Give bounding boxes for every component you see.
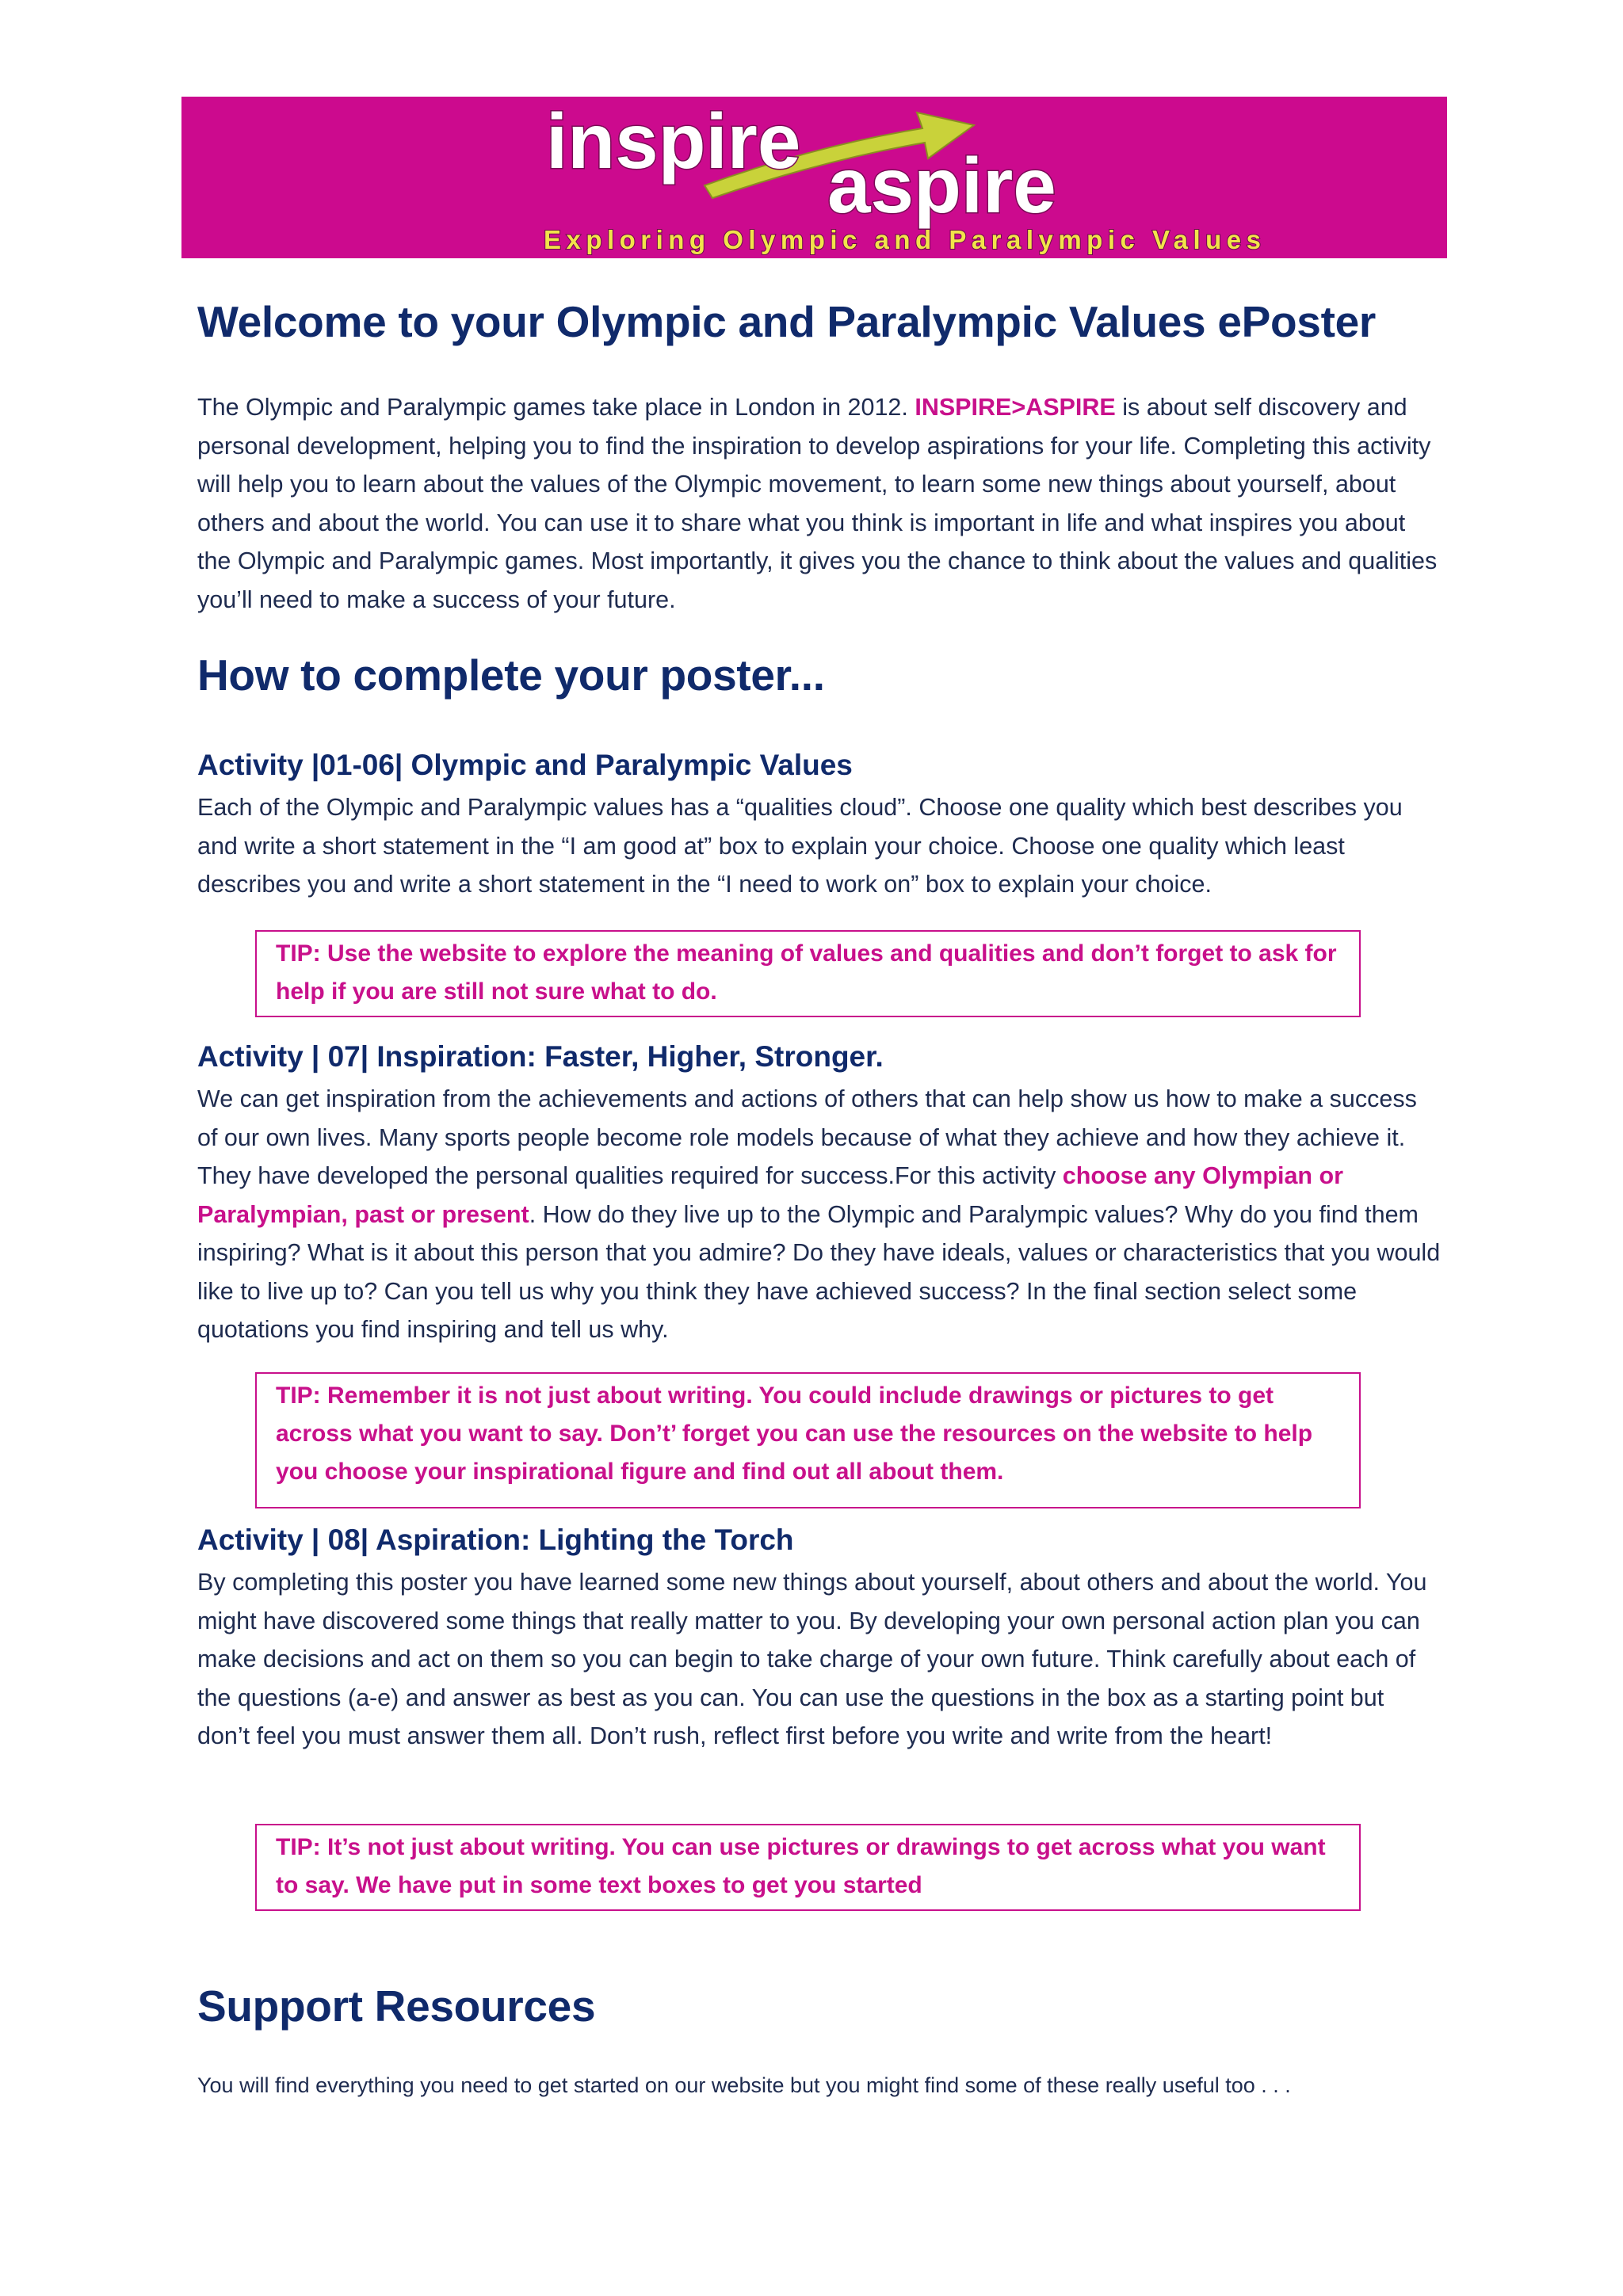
activity-3-tip: TIP: It’s not just about writing. You can use pictures or drawings to get across what you want to say. We have put in some text boxes to get you started xyxy=(255,1824,1361,1911)
how-to-heading: How to complete your poster... xyxy=(197,650,825,700)
activity-1-tip: TIP: Use the website to explore the meaning of values and qualities and don’t forget to ask for help if you are still not sure what to do. xyxy=(255,930,1361,1017)
intro-text-1: The Olympic and Paralympic games take place in London in 2012. xyxy=(197,394,915,421)
support-body: You will find everything you need to get started on our website but you might find some of these really useful too . . . xyxy=(197,2073,1291,2097)
activity-2-body xyxy=(197,1080,1442,1349)
inspire-aspire-highlight: INSPIRE>ASPIRE xyxy=(915,394,1116,421)
intro-paragraph xyxy=(197,388,1442,619)
activity-3-heading: Activity | 08| Aspiration: Lighting the Torch xyxy=(197,1524,794,1556)
activity-3-body: By completing this poster you have learned some new things about yourself, about others and about the world. You might have discovered some things that really matter to you. By developing your own personal action plan you can make decisions and act on them so you can begin to take charge of your own future. Think carefully about each of the questions (a-e) and answer as best as you can. You can use the questions in the box as a starting point but don’t feel you must answer them all. Don’t rush, reflect first before you write and write from the heart! xyxy=(197,1569,1427,1749)
activity-2-text-1: We can get inspiration from the achievements and actions of others that can help show us how to make a success of our own lives. Many sports people become role models because of what they achieve and how they achieve it. They have developed the personal qualities required for success.For this activity xyxy=(197,1085,1417,1189)
activity-1-body: Each of the Olympic and Paralympic values has a “qualities cloud”. Choose one quality which best describes you and write a short statement in the “I am good at” box to explain your choice. Choose one quality which least describes you and write a short statement in the “I need to work on” box to explain your choice. xyxy=(197,794,1403,898)
activity-2-highlight: choose any Olympian or Paralympian, past or present xyxy=(197,1162,1344,1228)
support-heading: Support Resources xyxy=(197,1981,596,2031)
logo-word-aspire: aspire xyxy=(827,142,1056,229)
inspire-aspire-logo xyxy=(181,97,1447,258)
activity-1-heading: Activity |01-06| Olympic and Paralympic Values xyxy=(197,749,853,781)
activity-2-heading: Activity | 07| Inspiration: Faster, Higher, Stronger. xyxy=(197,1040,884,1073)
header-banner xyxy=(181,97,1447,258)
page-title: Welcome to your Olympic and Paralympic Values ePoster xyxy=(197,297,1376,346)
activity-2-text-2: . How do they live up to the Olympic and Paralympic values? Why do you find them inspiring? What is it about this person that you admire? Do they have ideals, values or characteristics that you would like to live up to? Can you tell us why you think they have achieved success? In the final section select some quotations you find inspiring and tell us why. xyxy=(197,1200,1441,1343)
logo-word-inspire: inspire xyxy=(546,97,801,185)
intro-text-2: is about self discovery and personal development, helping you to find the inspiration to develop aspirations for your life. Completing this activity will help you to learn about the values of the Olympic movement, to learn some new things about yourself, about others and about the world. You can use it to share what you think is important in life and what inspires you about the Olympic and Paralympic games. Most importantly, it gives you the chance to think about the values and qualities you’ll need to make a success of your future. xyxy=(197,394,1438,613)
activity-2-tip: TIP: Remember it is not just about writing. You could include drawings or pictures to get across what you want to say. Don’t’ forget you can use the resources on the website to help you choose your inspirational figure and find out all about them. xyxy=(255,1372,1361,1508)
logo-tagline: Exploring Olympic and Paralympic Values xyxy=(544,225,1261,254)
